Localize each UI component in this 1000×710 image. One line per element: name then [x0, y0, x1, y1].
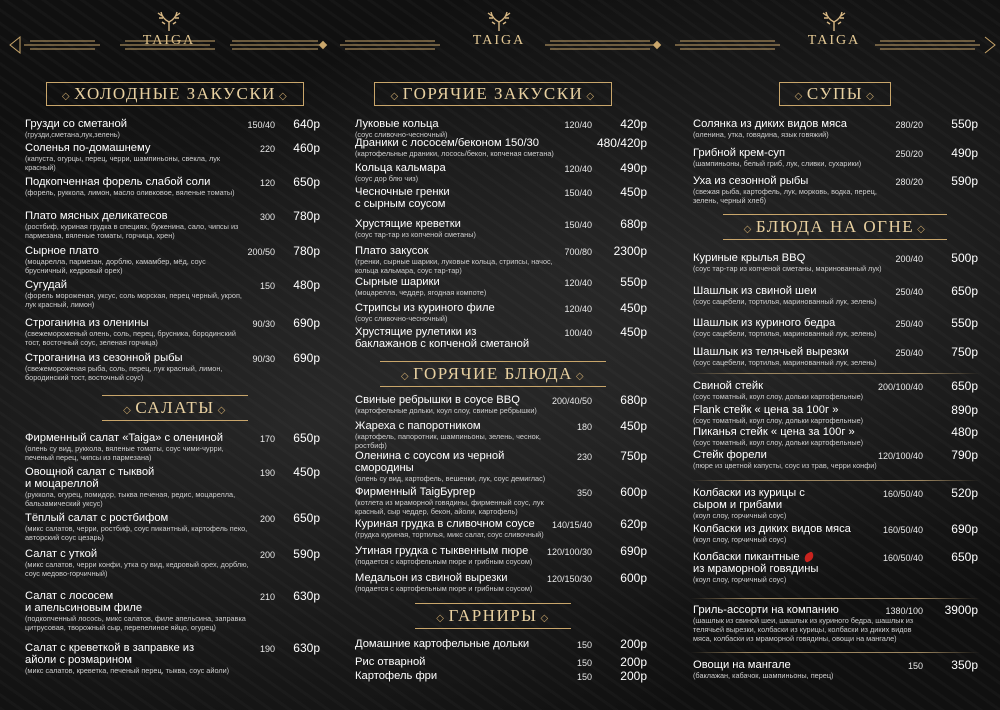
item-weight: 230 [576, 452, 592, 462]
item-price: 420р [620, 117, 647, 131]
item-weight: 120/100/30 [546, 547, 592, 557]
menu-item [355, 545, 647, 566]
item-name: Уха из сезонной рыбы [693, 175, 809, 187]
item-weight: 150 [576, 640, 592, 650]
item-price: 640р [293, 117, 320, 131]
item-weight: 210 [259, 592, 275, 602]
item-description: (соус томатный, коул слоу, дольки картофельные) [693, 416, 864, 426]
menu-item [25, 245, 320, 275]
item-price: 650р [951, 284, 978, 298]
item-name: Сырные шарики [355, 276, 440, 288]
menu-item [355, 137, 647, 158]
menu-item [25, 279, 320, 309]
item-description: (пюре из цветной капусты, соус из трав, черри конфи) [693, 461, 877, 471]
deer-antler-icon [154, 10, 184, 32]
item-weight: 160/50/40 [882, 489, 923, 499]
item-weight: 150 [576, 672, 592, 682]
item-price: 630р [293, 589, 320, 603]
menu-item [693, 317, 978, 338]
menu-item [693, 487, 978, 520]
item-price: 650р [293, 175, 320, 189]
item-name: Фирменный TaigБургер [355, 486, 476, 498]
item-price: 690р [620, 544, 647, 558]
item-description: (соус сливочно-чесночный) [355, 314, 448, 324]
item-price: 590р [951, 174, 978, 188]
item-description: (свежемороженый олень, соль, перец, брусника, бородинский тост, восточный соус, зеленая горчица) [25, 329, 236, 348]
item-description: (форель мороженая, уксус, соль морская, перец черный, укроп, лук красный, лимон) [25, 291, 242, 310]
item-name: Салат с уткой [25, 548, 98, 560]
item-weight: 180 [576, 422, 592, 432]
item-description: (оленина, утка, говядина, язык говяжий) [693, 130, 829, 140]
item-description: (соус дор блю чиз) [355, 174, 419, 184]
item-weight: 120/40 [564, 120, 592, 130]
section-title-cold: ◇ ХОЛОДНЫЕ ЗАКУСКИ ◇ [30, 82, 320, 106]
item-name: Свиные ребрышки в соусе BBQ [355, 394, 520, 406]
item-price: 890р [951, 403, 978, 417]
item-name: Драники с лососем/беконом 150/30 [355, 137, 539, 149]
menu-item [355, 656, 647, 668]
menu-item [355, 486, 647, 516]
divider [690, 480, 980, 481]
menu-item [693, 404, 978, 425]
item-price: 600р [620, 571, 647, 585]
item-price: 460р [293, 141, 320, 155]
item-name: Солянка из диких видов мяса [693, 118, 847, 130]
item-price: 650р [951, 550, 978, 564]
item-price: 350р [951, 658, 978, 672]
item-weight: 150 [259, 281, 275, 291]
item-description: (свежая рыба, картофель, лук, морковь, водка, перец, зелень, черный хлеб) [693, 187, 877, 206]
item-price: 780р [293, 209, 320, 223]
item-name: Стрипсы из куриного филе [355, 302, 495, 314]
item-name: Строганина из сезонной рыбы [25, 352, 183, 364]
item-description: (картофельные дольки, коул слоу, свиные ребрышки) [355, 406, 537, 416]
item-price: 480/420р [596, 136, 647, 150]
item-name: Жареха с папоротником [355, 420, 481, 432]
menu-item [355, 326, 647, 350]
item-price: 590р [293, 547, 320, 561]
item-name: Пиканья стейк « цена за 100г » [693, 426, 855, 438]
menu-item [25, 590, 320, 632]
item-name: Flank стейк « цена за 100г » [693, 404, 839, 416]
item-description: (коул слоу, горчичный соус) [693, 535, 787, 545]
menu-item [693, 426, 978, 447]
brand-name: TAIGA [142, 33, 196, 48]
item-price: 520р [951, 486, 978, 500]
item-description: (моцарелла, чеддер, ягодная компоте) [355, 288, 487, 298]
item-name: Шашлык из свиной шеи [693, 285, 817, 297]
menu-item [25, 176, 320, 197]
item-description: (соус томатный, коул слоу, дольки картофельные) [693, 438, 864, 448]
item-price: 550р [620, 275, 647, 289]
item-description: (микс салатов, черри конфи, утка су вид, кедровый орех, дорблю, соус медово-горчичный) [25, 560, 249, 579]
section-title-garnish: ◇ ГАРНИРЫ ◇ [343, 603, 643, 629]
item-name: Соленья по-домашнему [25, 142, 151, 154]
menu-item [693, 118, 978, 139]
menu-item [25, 317, 320, 347]
item-name-line2: и апельсиновым филе [25, 602, 143, 615]
item-price: 200р [620, 637, 647, 651]
item-description: (соус сацебели, тортилья, маринованный лук, зелень) [693, 329, 877, 339]
menu-item [693, 449, 978, 470]
item-weight: 160/50/40 [882, 525, 923, 535]
divider [690, 373, 980, 374]
divider [690, 598, 980, 599]
item-price: 650р [951, 379, 978, 393]
menu-item [355, 276, 647, 297]
menu-item [693, 551, 978, 584]
item-weight: 150 [907, 661, 923, 671]
menu-item [25, 352, 320, 382]
item-name: Стейк форели [693, 449, 767, 461]
item-weight: 200/50 [247, 247, 275, 257]
item-name-line2: с сырным соусом [355, 198, 446, 211]
item-weight: 1380/100 [885, 606, 923, 616]
item-name: Чесночные гренки [355, 186, 450, 198]
item-price: 550р [951, 316, 978, 330]
item-name: Куриные крылья BBQ [693, 252, 806, 264]
item-name: Сугудай [25, 279, 67, 291]
item-price: 750р [951, 345, 978, 359]
item-name: Грузди со сметаной [25, 118, 127, 130]
item-weight: 250/20 [895, 149, 923, 159]
brand-name: TAIGA [807, 33, 861, 48]
item-name-line2: из мраморной говядины [693, 563, 819, 576]
menu-item [355, 218, 647, 239]
item-price: 200р [620, 669, 647, 683]
item-price: 450р [620, 419, 647, 433]
item-name: Тёплый салат с ростбифом [25, 512, 169, 524]
item-weight: 280/20 [895, 120, 923, 130]
menu-item [693, 252, 978, 273]
item-name: Колбаски из курицы с [693, 487, 805, 499]
item-weight: 120/40 [564, 278, 592, 288]
item-description: (соус тар-тар из копченой сметаны) [355, 230, 476, 240]
item-weight: 200/40/50 [551, 396, 592, 406]
item-weight: 250/40 [895, 319, 923, 329]
menu-item [355, 186, 647, 210]
menu-item [355, 394, 647, 415]
item-weight: 170 [259, 434, 275, 444]
menu-item [25, 512, 320, 542]
item-weight: 120/150/30 [546, 574, 592, 584]
item-description: (форель, руккола, лимон, масло оливковое, вяленые томаты) [25, 188, 235, 198]
menu-item [355, 670, 647, 682]
item-price: 750р [620, 449, 647, 463]
item-weight: 120/100/40 [877, 451, 923, 461]
item-name: Салат с лососем [25, 590, 114, 602]
section-title-hot-dishes: ◇ ГОРЯЧИЕ БЛЮДА ◇ [343, 361, 643, 387]
item-name: Оленина с соусом из черной [355, 450, 505, 462]
item-weight: 120/40 [564, 304, 592, 314]
item-description: (шашлык из свиной шеи, шашлык из куриного бедра, шашлык из телячьей вырезки, колбаски из курицы, колбаски из диких видов мяса, колбаски из мраморной говядины, овощи на мангале) [693, 616, 914, 644]
item-name: Овощи на мангале [693, 659, 791, 671]
item-name: Шашлык из куриного бедра [693, 317, 836, 329]
item-price: 790р [951, 448, 978, 462]
item-weight: 90/30 [252, 319, 275, 329]
item-name: Куриная грудка в сливочном соусе [355, 518, 535, 530]
menu-item [355, 572, 647, 593]
item-price: 650р [293, 511, 320, 525]
menu-item [693, 285, 978, 306]
item-description: (баклажан, кабачок, шампиньоны, перец) [693, 671, 834, 681]
item-weight: 190 [259, 468, 275, 478]
item-name: Колбаски из диких видов мяса [693, 523, 851, 535]
item-description: (ростбиф, куриная грудка в специях, буженина, сало, чипсы из пармезана, вяленые томаты, горчица, хрен) [25, 222, 239, 241]
item-weight: 700/80 [564, 247, 592, 257]
chili-pepper-icon [802, 551, 814, 562]
menu-item [355, 420, 647, 450]
item-description: (соус томатный, коул слоу, дольки картофельные) [693, 392, 864, 402]
item-name: Свиной стейк [693, 380, 763, 392]
section-title-hot-snacks: ◇ ГОРЯЧИЕ ЗАКУСКИ ◇ [343, 82, 643, 106]
menu-item [355, 162, 647, 183]
item-weight: 120/40 [564, 164, 592, 174]
item-description: (соус тар-тар из копченой сметаны, маринованный лук) [693, 264, 882, 274]
item-weight: 250/40 [895, 348, 923, 358]
item-name-line2: и моцареллой [25, 478, 99, 491]
item-name: Рис отварной [355, 656, 426, 668]
item-description: (котлета из мраморной говядины, фирменный соус, лук красный, сыр чеддер, бекон, айоли, картофель) [355, 498, 544, 517]
art-deco-ornament [0, 33, 1000, 57]
item-price: 690р [293, 316, 320, 330]
item-description: (подается с картофельным пюре и грибным соусом) [355, 557, 533, 567]
deer-antler-icon [484, 10, 514, 32]
item-weight: 150/40 [564, 188, 592, 198]
menu-item [355, 245, 647, 275]
item-weight: 120 [259, 178, 275, 188]
item-description: (капуста, огурцы, перец, черри, шампиньоны, свекла, лук красный) [25, 154, 221, 173]
item-price: 450р [620, 185, 647, 199]
item-weight: 150 [576, 658, 592, 668]
item-name: Шашлык из телячьей вырезки [693, 346, 849, 358]
item-name: Хрустящие рулетики из [355, 326, 477, 338]
item-description: (микс салатов, креветка, печеный перец, тыква, соус айоли) [25, 666, 230, 676]
item-name-line2: баклажанов с копченой сметаной [355, 338, 530, 351]
item-description: (коул слоу, горчичный соус) [693, 575, 787, 585]
item-description: (подается с картофельным пюре и грибным соусом) [355, 584, 533, 594]
item-weight: 220 [259, 144, 275, 154]
item-price: 480р [951, 425, 978, 439]
item-price: 500р [951, 251, 978, 265]
item-name: Гриль-ассорти на компанию [693, 604, 839, 616]
item-price: 780р [293, 244, 320, 258]
item-weight: 200/100/40 [877, 382, 923, 392]
item-price: 490р [951, 146, 978, 160]
item-price: 3900р [944, 603, 978, 617]
brand-name: TAIGA [472, 33, 526, 48]
item-description: (свежемороженая рыба, соль, перец, лук красный, лимон, бородинский тост, восточный соус) [25, 364, 223, 383]
menu-item [25, 118, 320, 139]
menu-item [693, 175, 978, 205]
item-weight: 350 [576, 488, 592, 498]
item-price: 480р [293, 278, 320, 292]
item-price: 450р [620, 301, 647, 315]
item-name: Салат с креветкой в заправке из [25, 642, 195, 654]
item-description: (шампиньоны, белый гриб, лук, сливки, сухарики) [693, 159, 862, 169]
item-weight: 190 [259, 644, 275, 654]
item-weight: 150/40 [247, 120, 275, 130]
item-name: Хрустящие креветки [355, 218, 461, 230]
item-description: (подкопченный лосось, микс салатов, филе апельсина, заправка цитрусовая, творожный сыр, перепелиное яйцо, огурец) [25, 614, 246, 633]
item-price: 680р [620, 393, 647, 407]
item-weight: 280/20 [895, 177, 923, 187]
section-title-soups: ◇ СУПЫ ◇ [690, 82, 980, 106]
item-price: 490р [620, 161, 647, 175]
item-price: 450р [293, 465, 320, 479]
item-price: 630р [293, 641, 320, 655]
item-name: Колбаски пикантные [693, 551, 814, 563]
item-name: Сырное плато [25, 245, 99, 257]
item-description: (гренки, сырные шарики, луковые кольца, стрипсы, начос, кольца кальмара, соус тар-тар) [355, 257, 553, 276]
item-name: Медальон из свиной вырезки [355, 572, 508, 584]
item-name: Плато мясных деликатесов [25, 210, 168, 222]
menu-item [355, 450, 647, 483]
item-price: 2300р [613, 244, 647, 258]
menu-item [355, 518, 647, 539]
item-description: (грудка куриная, тортилья, микс салат, соус сливочный) [355, 530, 544, 540]
menu-item [25, 142, 320, 172]
item-description: (соус сацебели, тортилья, маринованный лук, зелень) [693, 358, 877, 368]
menu-item [25, 210, 320, 240]
section-title-grill: ◇ БЛЮДА НА ОГНЕ ◇ [690, 214, 980, 240]
item-description: (соус сливочно-чесночный) [355, 130, 448, 140]
item-name: Плато закусок [355, 245, 429, 257]
menu-item [693, 346, 978, 367]
item-name: Грибной крем-суп [693, 147, 786, 159]
item-price: 620р [620, 517, 647, 531]
item-name: Кольца кальмара [355, 162, 446, 174]
item-name-line2: айоли с розмарином [25, 654, 132, 667]
item-weight: 200/40 [895, 254, 923, 264]
item-description: (олень су вид, руккола, вяленые томаты, соус чими-чурри, печеный перец, чипсы из пармезана) [25, 444, 224, 463]
menu-item [25, 432, 320, 462]
item-weight: 300 [259, 212, 275, 222]
item-weight: 140/15/40 [551, 520, 592, 530]
item-name: Луковые кольца [355, 118, 439, 130]
item-description: (грузди,сметана,лук,зелень) [25, 130, 120, 140]
menu-item [693, 604, 978, 643]
item-name: Домашние картофельные дольки [355, 638, 530, 650]
item-name: Утиная грудка с тыквенным пюре [355, 545, 529, 557]
menu-item [693, 380, 978, 401]
item-name: Овощной салат с тыквой [25, 466, 155, 478]
item-price: 690р [293, 351, 320, 365]
item-price: 650р [293, 431, 320, 445]
item-description: (микс салатов, черри, ростбиф, соус пикантный, картофель пеко, авторский соус цезарь) [25, 524, 248, 543]
item-price: 450р [620, 325, 647, 339]
item-name: Подкопченная форель слабой соли [25, 176, 211, 188]
item-description: (картофель, папоротник, шампиньоны, зелень, чеснок, ростбиф) [355, 432, 541, 451]
item-description: (коул слоу, горчичный соус) [693, 511, 787, 521]
item-price: 680р [620, 217, 647, 231]
menu-item [25, 466, 320, 508]
item-weight: 250/40 [895, 287, 923, 297]
item-price: 550р [951, 117, 978, 131]
menu-item [25, 548, 320, 578]
item-weight: 90/30 [252, 354, 275, 364]
item-weight: 200 [259, 514, 275, 524]
item-price: 200р [620, 655, 647, 669]
item-weight: 100/40 [564, 328, 592, 338]
item-weight: 160/50/40 [882, 553, 923, 563]
item-name: Картофель фри [355, 670, 438, 682]
item-price: 690р [951, 522, 978, 536]
deer-antler-icon [819, 10, 849, 32]
divider [690, 652, 980, 653]
section-title-salads: ◇ САЛАТЫ ◇ [30, 395, 320, 421]
item-weight: 200 [259, 550, 275, 560]
item-description: (картофельные драники, лосось/бекон, копченая сметана) [355, 149, 554, 159]
item-name: Строганина из оленины [25, 317, 149, 329]
menu-item [355, 638, 647, 650]
item-description: (руккола, огурец, помидор, тыква печеная, редис, моцарелла, бальзамический уксус) [25, 490, 236, 509]
item-weight: 150/40 [564, 220, 592, 230]
menu-item [693, 147, 978, 168]
item-name: Фирменный салат «Taiga» с олениной [25, 432, 223, 444]
menu-item [355, 302, 647, 323]
item-name-line2: смородины [355, 462, 414, 475]
item-description: (олень су вид, картофель, вешенки, лук, соус демиглас) [355, 474, 546, 484]
item-description: (моцарелла, пармезан, дорблю, камамбер, мёд, соус брусничный, кедровый орех) [25, 257, 206, 276]
item-price: 600р [620, 485, 647, 499]
item-name-line2: сыром и грибами [693, 499, 783, 512]
item-description: (соус сацебели, тортилья, маринованный лук, зелень) [693, 297, 877, 307]
menu-item [25, 642, 320, 675]
menu-item [693, 523, 978, 544]
menu-item [693, 659, 978, 680]
